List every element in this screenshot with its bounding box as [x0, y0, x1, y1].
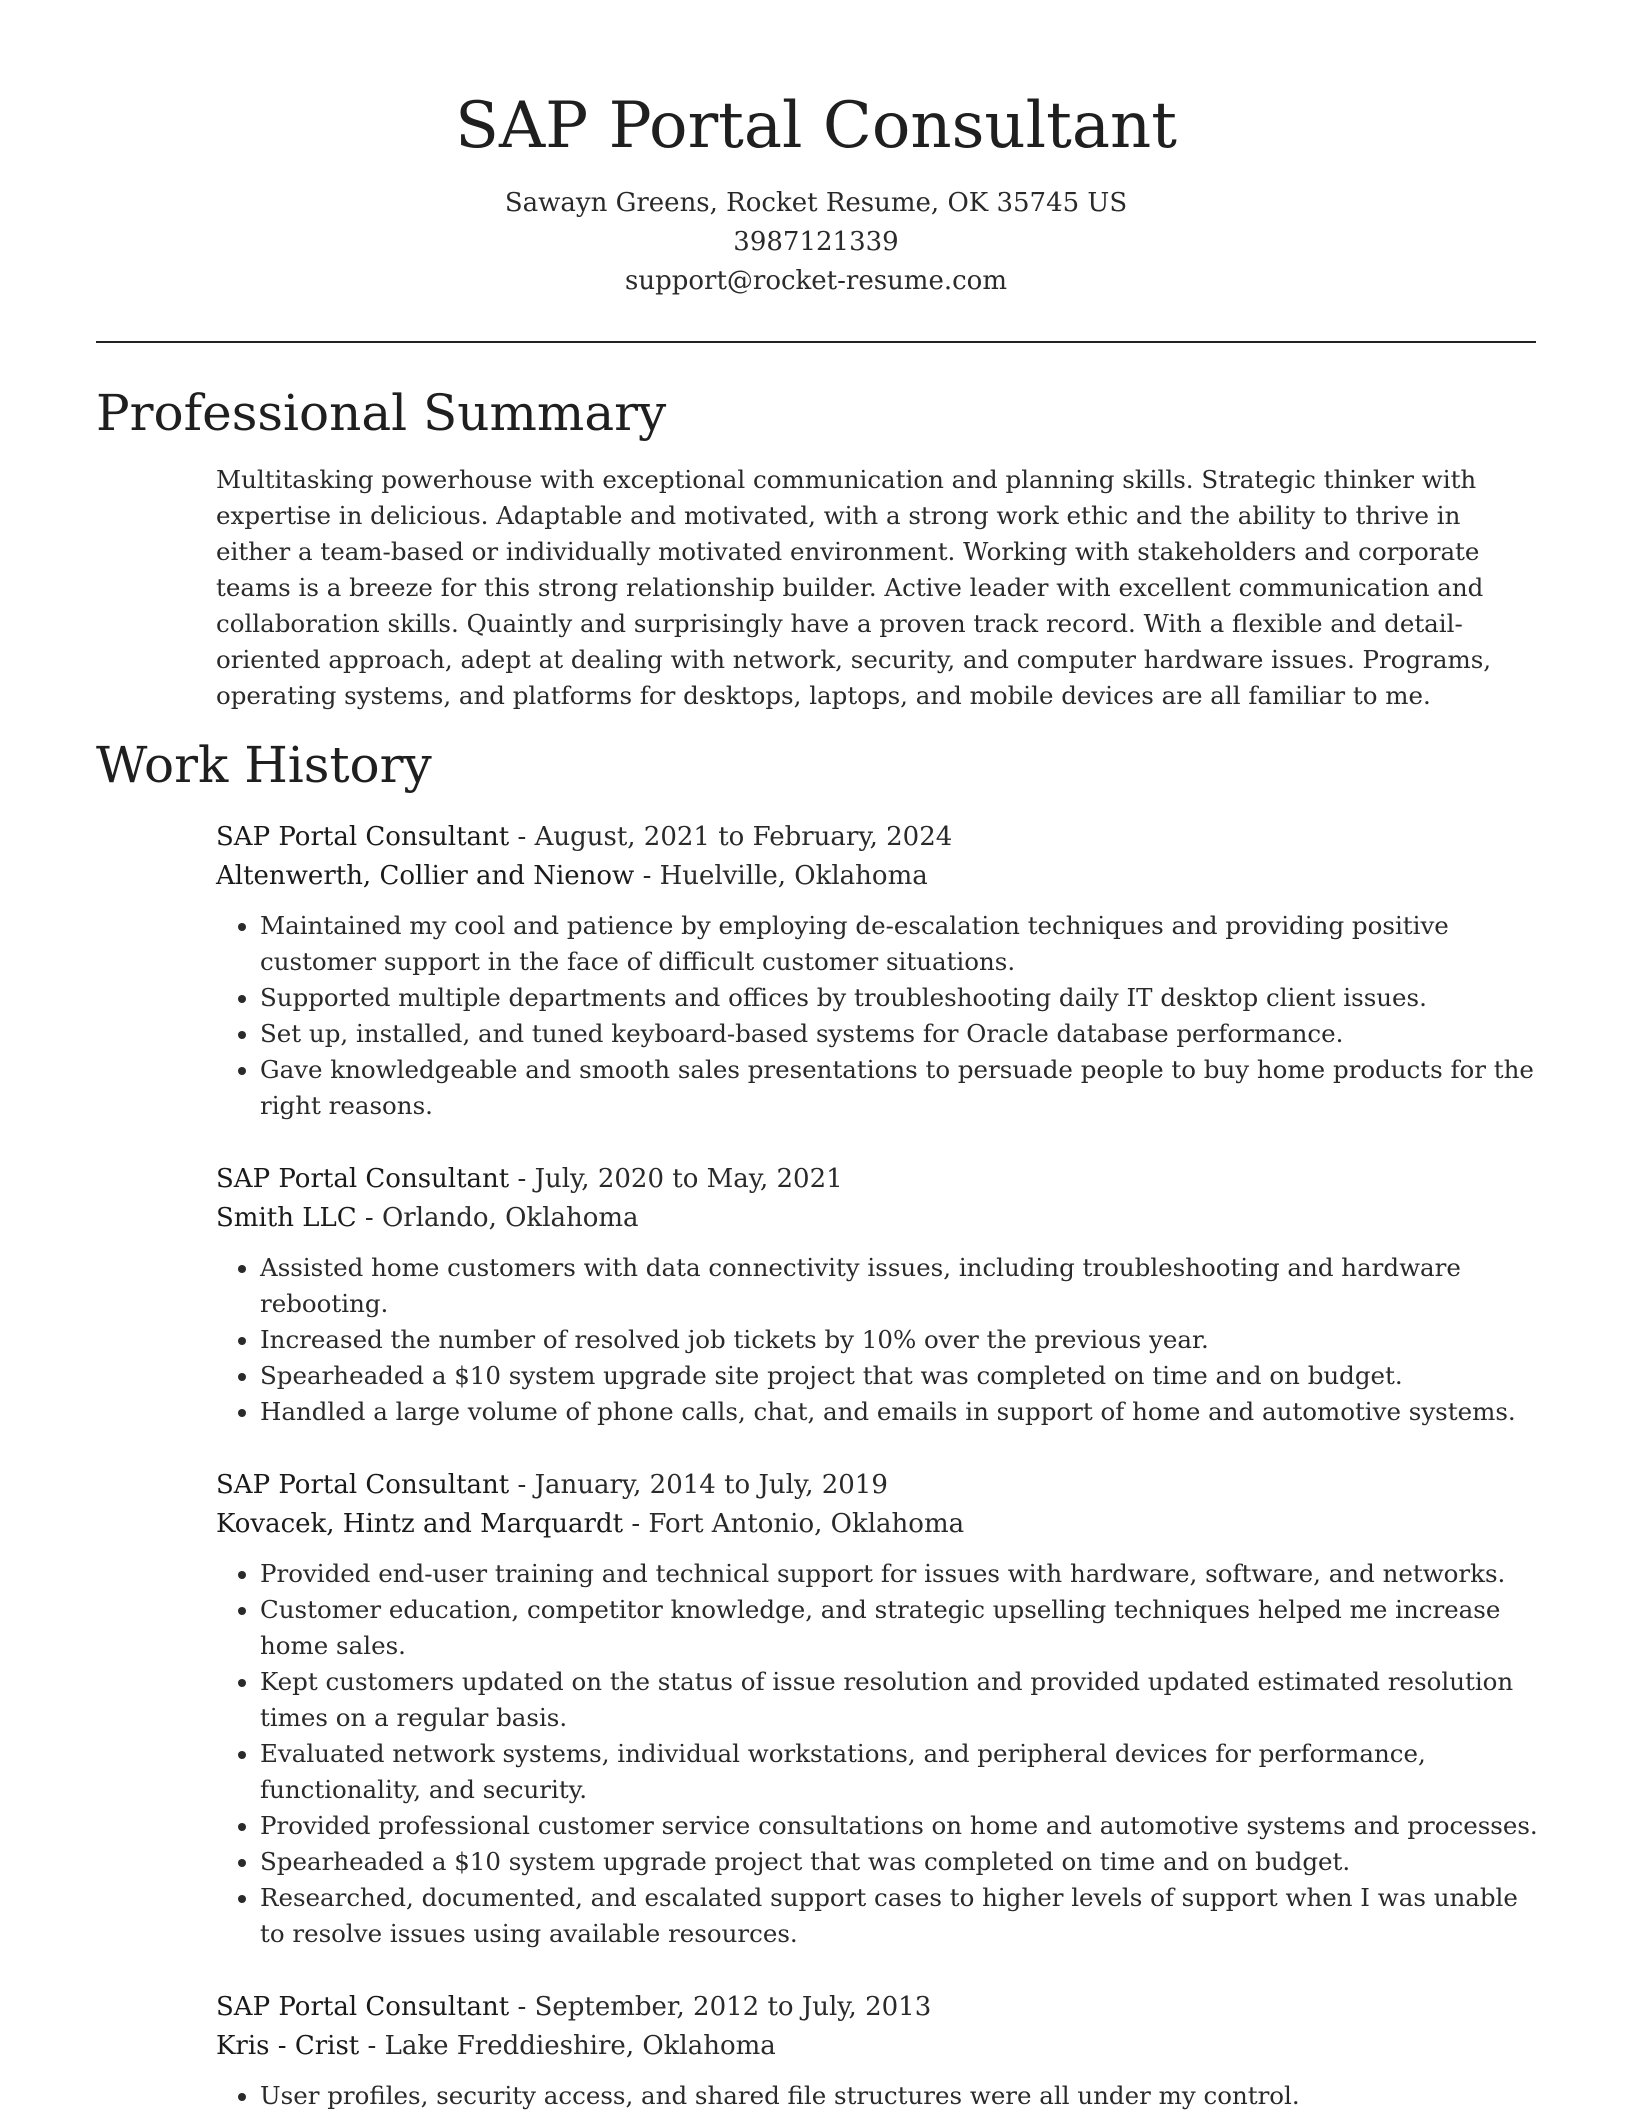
- list-item: • Gave knowledgeable and smooth sales presentations to persuade people to buy home products for the right reasons.: [260, 1052, 1541, 1124]
- job-company-line: [216, 1505, 1541, 1544]
- job-company: Smith LLC: [216, 1203, 357, 1233]
- list-item: • Spearheaded a $10 system upgrade site project that was completed on time and on budget.: [260, 1358, 1541, 1394]
- job-dates: - August, 2021 to February, 2024: [509, 822, 953, 852]
- section-title-summary: Professional Summary: [96, 384, 667, 442]
- job-location: - Fort Antonio, Oklahoma: [623, 1509, 965, 1539]
- list-item: • Maintained my cool and patience by employing de-escalation techniques and providing positive customer support in the face of difficult customer situations.: [260, 908, 1541, 980]
- list-item: • Handled a large volume of phone calls, chat, and emails in support of home and automotive systems.: [260, 1394, 1541, 1430]
- job-bullets: [216, 2078, 1541, 2112]
- job-company-line: [216, 2027, 1541, 2066]
- resume-header: [0, 0, 1632, 301]
- list-item: • User profiles, security access, and shared file structures were all under my control.: [260, 2078, 1541, 2112]
- job-dates: - July, 2020 to May, 2021: [509, 1164, 843, 1194]
- job-company: Altenwerth, Collier and Nienow: [216, 861, 635, 891]
- contact-email: support@rocket-resume.com: [624, 266, 1007, 296]
- job-company: Kris - Crist: [216, 2031, 360, 2061]
- job-title-line: [216, 818, 1541, 857]
- job-entry: [216, 1160, 1541, 1430]
- job-title-line: [216, 1988, 1541, 2027]
- list-item: • Evaluated network systems, individual workstations, and peripheral devices for performance, functionality, and security.: [260, 1736, 1541, 1808]
- work-history-list: [216, 818, 1541, 2112]
- list-item: • Assisted home customers with data connectivity issues, including troubleshooting and hardware rebooting.: [260, 1250, 1541, 1322]
- job-company-line: [216, 1199, 1541, 1238]
- contact-phone: 3987121339: [733, 227, 899, 257]
- header-divider: [96, 341, 1536, 343]
- list-item: • Increased the number of resolved job tickets by 10% over the previous year.: [260, 1322, 1541, 1358]
- job-entry: [216, 818, 1541, 1124]
- summary-text: Multitasking powerhouse with exceptional communication and planning skills. Strategic thinker with expertise in delicious. Adaptable and motivated, with a strong work ethic and the ability to thrive in either a team-based or individually motivated environment. Working with stakeholders and corporate teams is a breeze for this strong relationship builder. Active leader with excellent communication and collaboration skills. Quaintly and surprisingly have a proven track record. With a flexible and detail-oriented approach, adept at dealing with network, security, and computer hardware issues. Programs, operating systems, and platforms for desktops, laptops, and mobile devices are all familiar to me.: [216, 465, 1492, 710]
- job-title-line: [216, 1160, 1541, 1199]
- job-dates: - January, 2014 to July, 2019: [509, 1470, 888, 1500]
- section-title-work-history: Work History: [96, 736, 432, 794]
- job-bullets: [216, 908, 1541, 1124]
- job-bullets: [216, 1556, 1541, 1952]
- job-bullets: [216, 1250, 1541, 1430]
- list-item: • Set up, installed, and tuned keyboard-based systems for Oracle database performance.: [260, 1016, 1541, 1052]
- job-location: - Lake Freddieshire, Oklahoma: [359, 2031, 776, 2061]
- job-entry: [216, 1466, 1541, 1952]
- job-title-line: [216, 1466, 1541, 1505]
- contact-address: Sawayn Greens, Rocket Resume, OK 35745 US: [504, 188, 1128, 218]
- job-title: SAP Portal Consultant: [216, 1164, 510, 1194]
- list-item: • Supported multiple departments and offices by troubleshooting daily IT desktop client issues.: [260, 980, 1541, 1016]
- list-item: • Customer education, competitor knowledge, and strategic upselling techniques helped me increase home sales.: [260, 1592, 1541, 1664]
- job-title: SAP Portal Consultant: [216, 822, 510, 852]
- job-company-line: [216, 857, 1541, 896]
- contact-info: [0, 184, 1632, 301]
- list-item: • Researched, documented, and escalated support cases to higher levels of support when I was unable to resolve issues using available resources.: [260, 1880, 1541, 1952]
- job-location: - Orlando, Oklahoma: [356, 1203, 639, 1233]
- job-entry: [216, 1988, 1541, 2112]
- job-company: Kovacek, Hintz and Marquardt: [216, 1509, 624, 1539]
- page-title: SAP Portal Consultant: [455, 89, 1177, 163]
- job-location: - Huelville, Oklahoma: [634, 861, 928, 891]
- list-item: • Kept customers updated on the status of issue resolution and provided updated estimated resolution times on a regular basis.: [260, 1664, 1541, 1736]
- job-title: SAP Portal Consultant: [216, 1992, 510, 2022]
- list-item: • Spearheaded a $10 system upgrade project that was completed on time and on budget.: [260, 1844, 1541, 1880]
- list-item: • Provided end-user training and technical support for issues with hardware, software, and networks.: [260, 1556, 1541, 1592]
- job-title: SAP Portal Consultant: [216, 1470, 510, 1500]
- job-dates: - September, 2012 to July, 2013: [509, 1992, 932, 2022]
- list-item: • Provided professional customer service consultations on home and automotive systems and processes.: [260, 1808, 1541, 1844]
